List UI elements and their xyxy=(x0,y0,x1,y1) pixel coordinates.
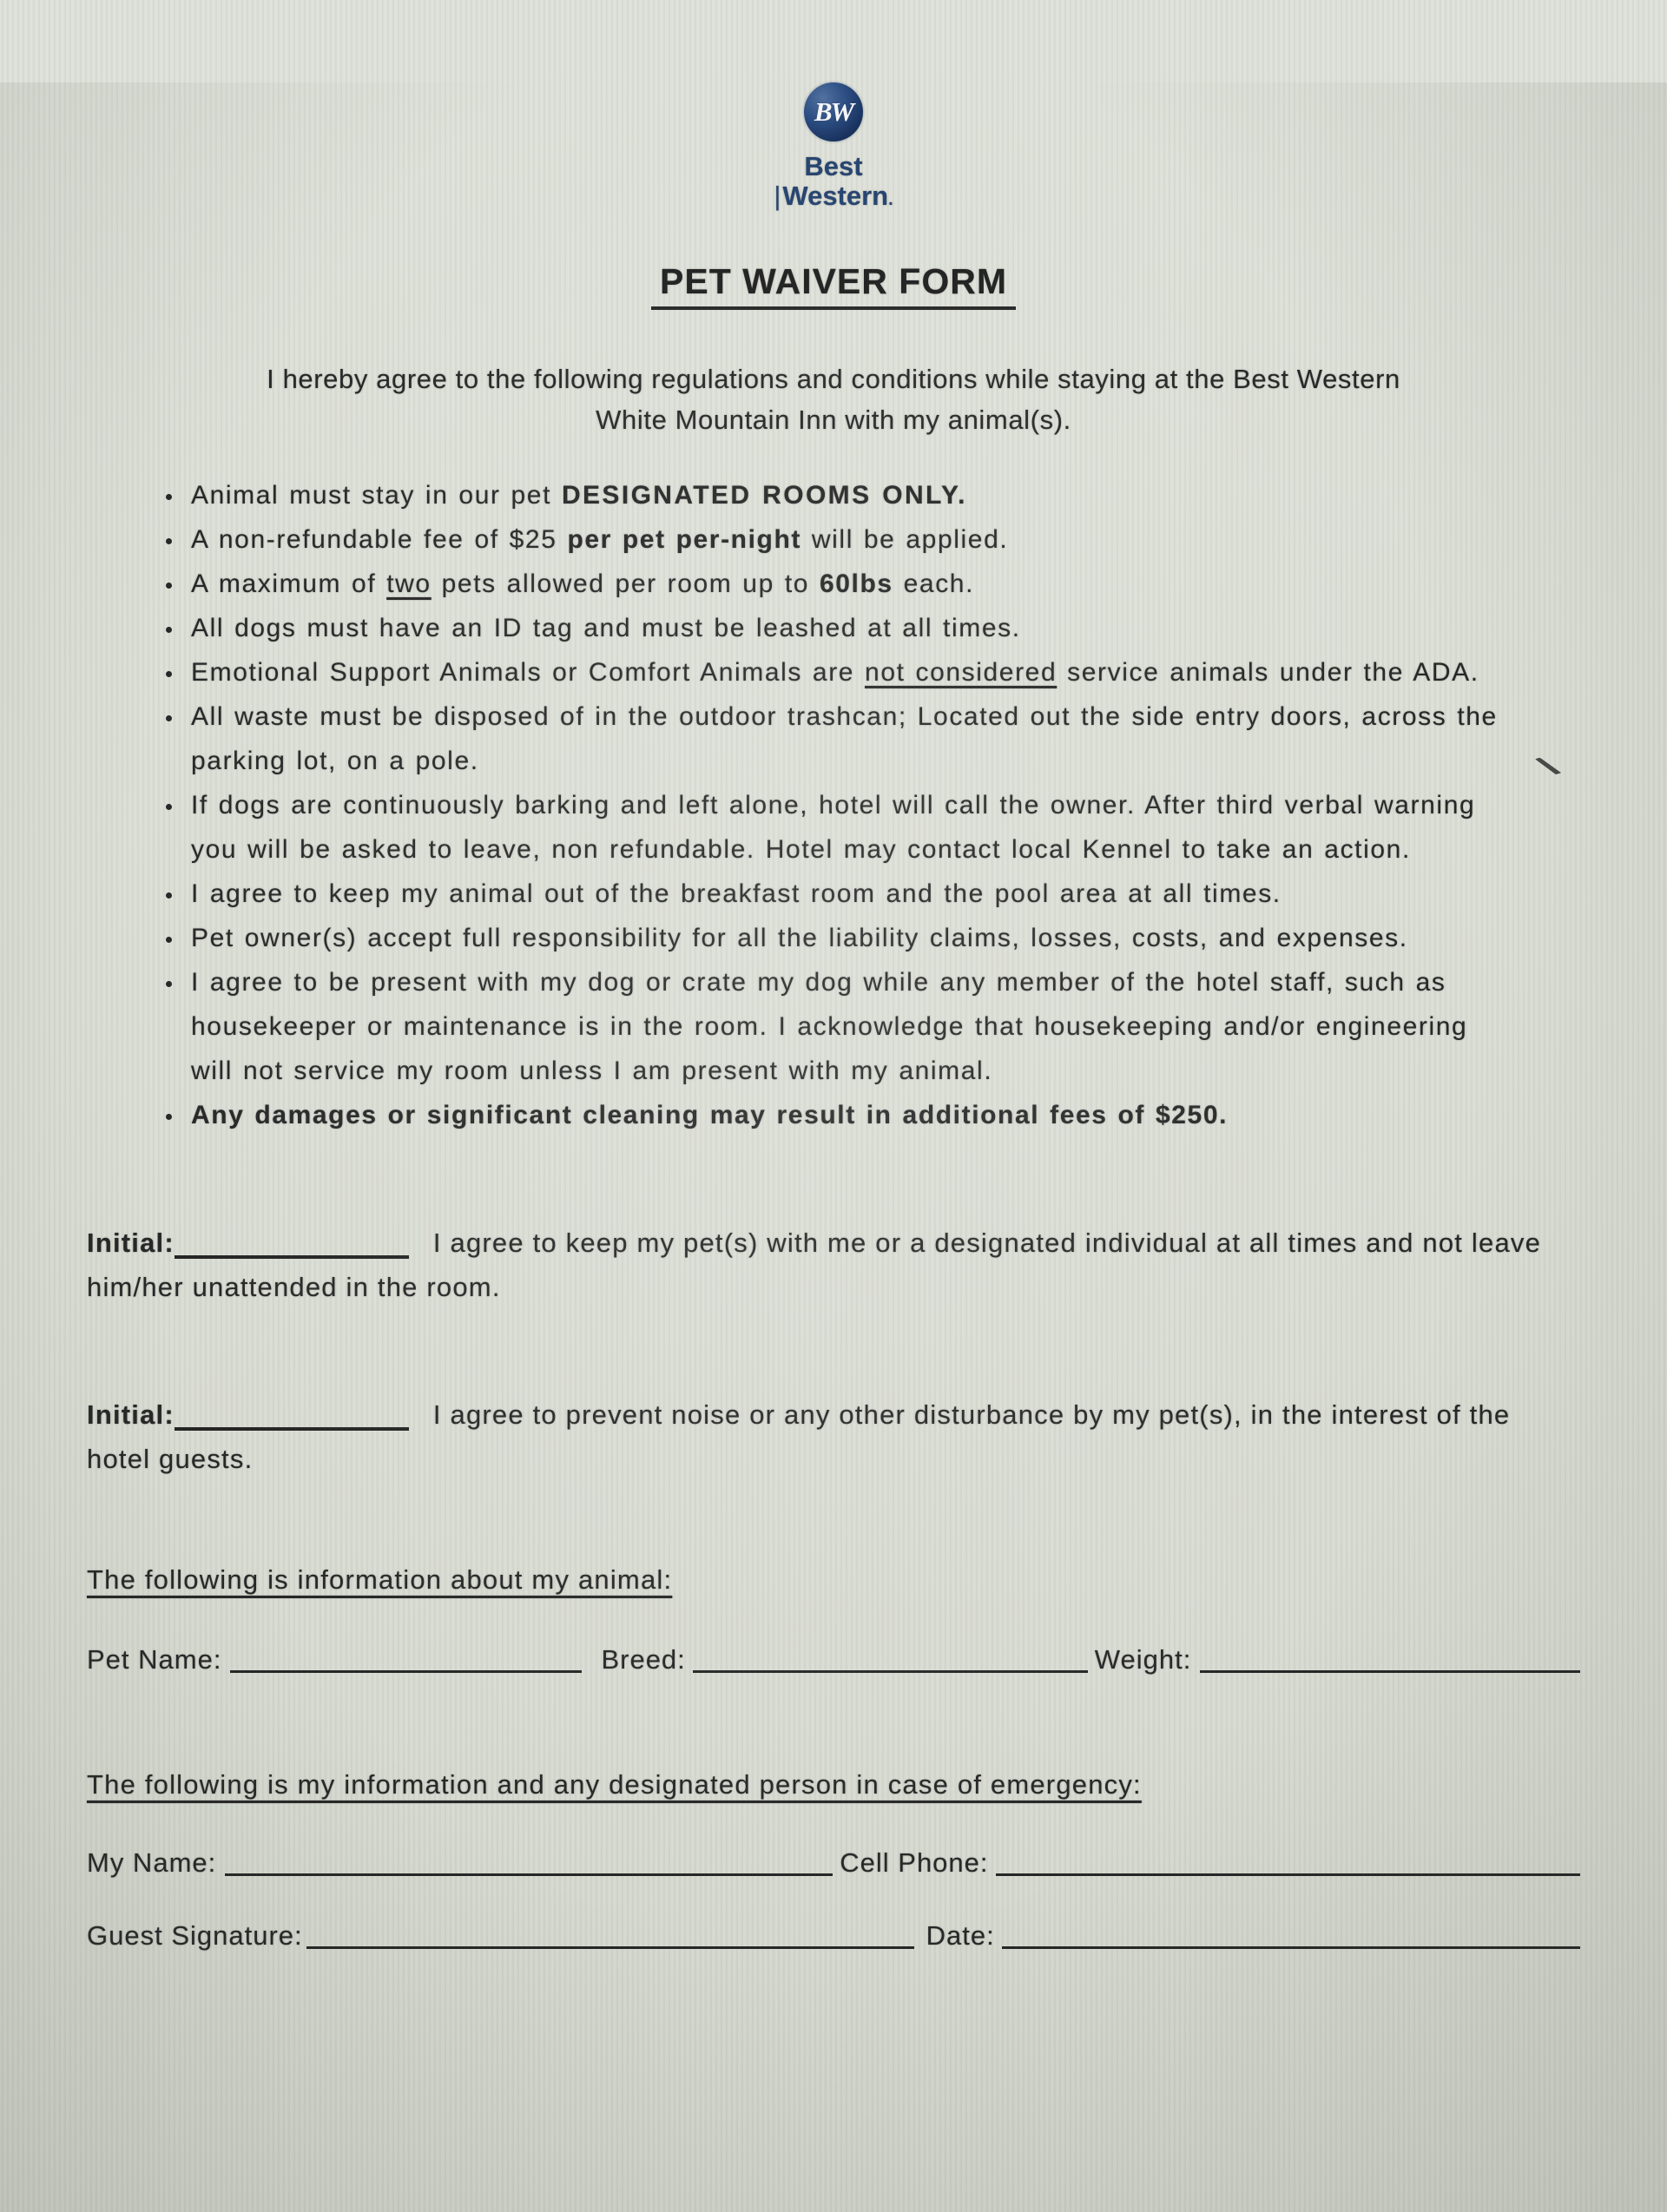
bullet-text: All dogs must have an ID tag and must be leashed at all times. xyxy=(191,613,1021,642)
bullet-text: If dogs are continuously barking and left alone, hotel will call the owner. After third verbal warning you will be asked to leave, non refundable. Hotel may contact local Kennel to take an action. xyxy=(191,790,1476,864)
bullet-esa xyxy=(184,650,1519,695)
bullet-text: A non-refundable fee of $25 xyxy=(191,524,568,554)
initial-clause-unattended xyxy=(87,1221,1580,1309)
best-western-logo xyxy=(87,82,1580,215)
pet-waiver-form-page xyxy=(0,82,1667,1952)
logo-wordmark-western xyxy=(87,181,1580,215)
bullet-text: I agree to be present with my dog or crate my dog while any member of the hotel staff, such as housekeeper or maintenance is in the room. I acknowledge that housekeeping and/or engineering will not service my room unless I am present with my animal. xyxy=(191,967,1468,1085)
guest-signature-label: Guest Signature: xyxy=(87,1919,303,1951)
bullet-text-bold: Any damages or significant cleaning may result in additional fees of $250. xyxy=(191,1100,1229,1129)
logo-western-text: Western xyxy=(782,181,889,211)
initial-label: Initial: xyxy=(87,1399,175,1430)
bullet-text: Emotional Support Animals or Comfort Animals are xyxy=(191,657,866,687)
intro-paragraph xyxy=(87,359,1580,440)
initial-clause-noise xyxy=(87,1392,1580,1481)
pet-name-label: Pet Name: xyxy=(87,1643,222,1675)
initial-clause-text: I agree to prevent noise or any other disturbance by my pet(s), in the interest of the hotel guests. xyxy=(87,1399,1511,1474)
photographed-document-screen xyxy=(0,82,1667,2212)
bullet-text-bold: DESIGNATED ROOMS ONLY. xyxy=(561,480,967,510)
logo-wordmark-best: Best xyxy=(804,151,863,181)
bullet-liability xyxy=(184,916,1519,960)
logo-bar: | xyxy=(774,181,781,211)
date-label: Date: xyxy=(926,1919,995,1951)
my-name-line xyxy=(225,1865,833,1876)
bullet-breakfast-pool xyxy=(184,872,1519,916)
bullet-text: each. xyxy=(893,569,975,598)
intro-line-1: I hereby agree to the following regulations and conditions while staying at the Best Western xyxy=(267,363,1400,394)
bullet-text-underlined: two xyxy=(386,569,432,598)
bullet-max-pets xyxy=(184,562,1519,606)
intro-line-2: White Mountain Inn with my animal(s). xyxy=(596,404,1071,435)
bullet-text-underlined: not considered xyxy=(865,657,1058,687)
bullet-designated-rooms xyxy=(184,473,1519,517)
bw-monogram: BW xyxy=(814,95,853,127)
best-western-logo-circle-icon xyxy=(804,82,863,142)
bullet-text: service animals under the ADA. xyxy=(1057,657,1479,687)
date-line xyxy=(1002,1938,1580,1949)
breed-line xyxy=(693,1662,1088,1673)
weight-line xyxy=(1200,1662,1580,1673)
bullet-text: Animal must stay in our pet xyxy=(191,480,562,510)
page-title: PET WAIVER FORM xyxy=(651,261,1016,310)
bullet-text: All waste must be disposed of in the outdoor trashcan; Located out the side entry doors, across the parking lot, on a pole. xyxy=(191,701,1498,775)
my-name-label: My Name: xyxy=(87,1847,217,1878)
bullet-pet-fee xyxy=(184,517,1519,562)
initial-clause-text: I agree to keep my pet(s) with me or a designated individual at all times and not leave him/her unattended in the room. xyxy=(87,1227,1542,1302)
bullet-text: pets allowed per room up to xyxy=(431,569,820,598)
title-wrap xyxy=(87,238,1580,334)
bullet-housekeeping xyxy=(184,960,1519,1093)
initial-blank-line xyxy=(175,1229,409,1259)
my-info-row xyxy=(87,1847,1580,1879)
cell-phone-line xyxy=(996,1865,1580,1876)
bullet-text: will be applied. xyxy=(801,524,1009,554)
breed-label: Breed: xyxy=(601,1643,686,1675)
logo-trademark-dot: . xyxy=(888,190,893,209)
guest-signature-line xyxy=(306,1938,914,1949)
bullet-text: A maximum of xyxy=(191,569,387,598)
animal-info-heading: The following is information about my animal: xyxy=(87,1564,673,1595)
weight-label: Weight: xyxy=(1094,1643,1192,1675)
bullet-waste xyxy=(184,695,1519,783)
emergency-info-heading: The following is my information and any designated person in case of emergency: xyxy=(87,1768,1142,1800)
animal-info-row xyxy=(87,1644,1580,1675)
bullet-barking xyxy=(184,783,1519,872)
bullet-text: I agree to keep my animal out of the breakfast room and the pool area at all times. xyxy=(191,879,1282,908)
initial-label: Initial: xyxy=(87,1227,175,1258)
bullet-id-tag xyxy=(184,606,1519,650)
initial-blank-line xyxy=(175,1401,409,1431)
pet-name-line xyxy=(230,1662,582,1673)
bullet-text-bold: per pet per-night xyxy=(567,524,801,554)
bullet-text: Pet owner(s) accept full responsibility for all the liability claims, losses, costs, and expenses. xyxy=(191,923,1408,952)
bullet-text-bold: 60lbs xyxy=(819,569,893,598)
bullet-damages-fee xyxy=(184,1093,1519,1137)
signature-row xyxy=(87,1920,1580,1952)
regulations-bullet-list xyxy=(87,473,1580,1137)
cell-phone-label: Cell Phone: xyxy=(840,1847,989,1878)
